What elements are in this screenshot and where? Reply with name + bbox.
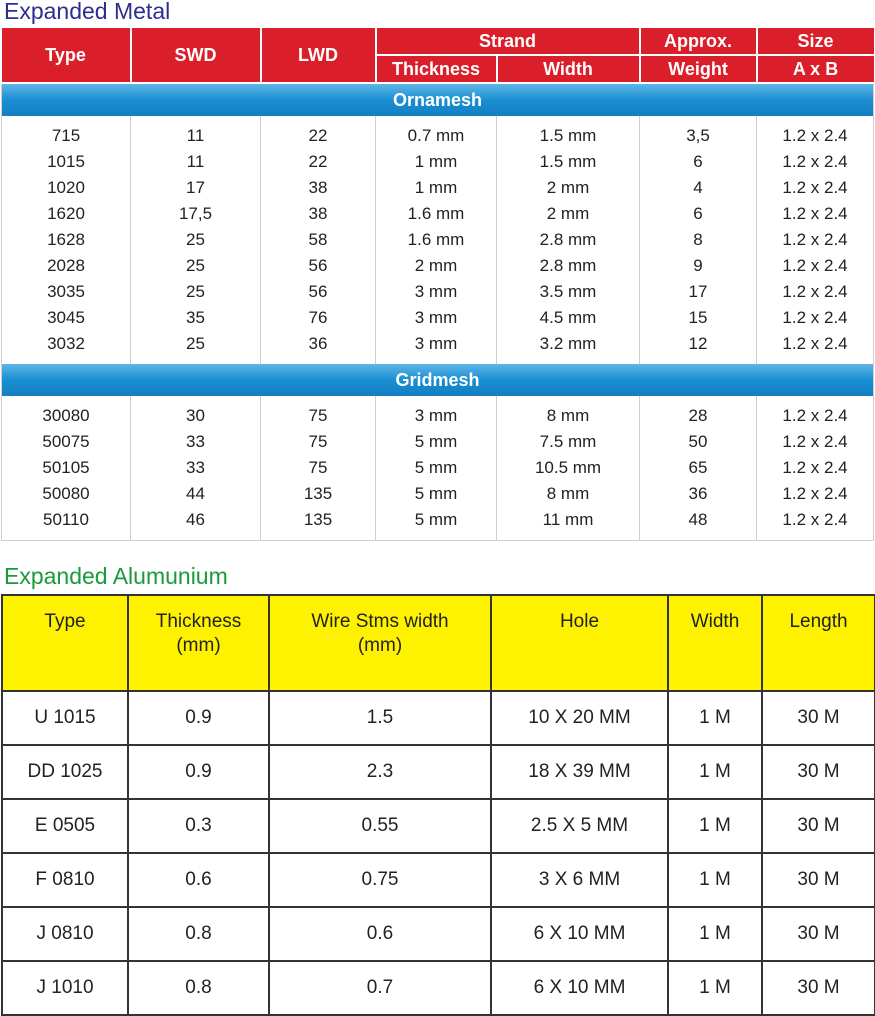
table-cell: 30 M (762, 745, 875, 799)
spacer-row (2, 357, 874, 364)
table-cell: 1.2 x 2.4 (757, 403, 874, 429)
table-cell: 1.2 x 2.4 (757, 279, 874, 305)
table-cell: 38 (261, 175, 376, 201)
spacer-cell (757, 533, 874, 541)
header-thickness: Thickness (376, 55, 497, 83)
table-cell: 1.2 x 2.4 (757, 201, 874, 227)
table-cell: 1 mm (376, 175, 497, 201)
table-cell: 30 M (762, 799, 875, 853)
spacer-row (2, 396, 874, 403)
table-cell: 2.5 X 5 MM (491, 799, 668, 853)
table-cell: 25 (131, 253, 261, 279)
spacer-cell (640, 116, 757, 123)
header-approx: Approx. (640, 28, 757, 55)
table-cell: 58 (261, 227, 376, 253)
table-cell: 0.8 (128, 961, 269, 1015)
table-cell: 18 X 39 MM (491, 745, 668, 799)
table-cell: E 0505 (2, 799, 128, 853)
expanded-metal-body (2, 83, 874, 541)
table-cell: 11 (131, 123, 261, 149)
spacer-cell (131, 533, 261, 541)
table-row (2, 305, 874, 331)
table-cell: 15 (640, 305, 757, 331)
table-cell: 30 M (762, 907, 875, 961)
table-cell: 8 mm (497, 481, 640, 507)
spacer-cell (2, 116, 131, 123)
table-cell: 3045 (2, 305, 131, 331)
table-cell: 56 (261, 253, 376, 279)
spacer-cell (376, 533, 497, 541)
table-cell: 50075 (2, 429, 131, 455)
table-cell: 1015 (2, 149, 131, 175)
aluminium-header-cell (668, 595, 762, 691)
spacer-cell (640, 357, 757, 364)
table-cell: 65 (640, 455, 757, 481)
table-cell: 1.5 mm (497, 123, 640, 149)
table-cell: 1 M (668, 691, 762, 745)
table-cell: 8 mm (497, 403, 640, 429)
table-cell: 10 X 20 MM (491, 691, 668, 745)
spacer-cell (757, 357, 874, 364)
spacer-cell (376, 357, 497, 364)
header-weight: Weight (640, 55, 757, 83)
table-row (2, 799, 875, 853)
table-cell: 1.5 mm (497, 149, 640, 175)
spacer-cell (497, 116, 640, 123)
table-cell: 17 (640, 279, 757, 305)
table-cell: 50080 (2, 481, 131, 507)
spacer-cell (757, 116, 874, 123)
table-cell: 50 (640, 429, 757, 455)
table-cell: 0.9 (128, 691, 269, 745)
aluminium-header-line: Wire Stms width (311, 611, 449, 632)
table-cell: 0.9 (128, 745, 269, 799)
table-cell: 25 (131, 279, 261, 305)
table-cell: 1.6 mm (376, 227, 497, 253)
aluminium-header-line: Length (789, 611, 848, 632)
table-cell: 3.2 mm (497, 331, 640, 357)
table-cell: 1628 (2, 227, 131, 253)
spacer-cell (497, 396, 640, 403)
spacer-row (2, 533, 874, 541)
aluminium-header-line: Type (44, 611, 86, 632)
table-cell: 8 (640, 227, 757, 253)
header-strand: Strand (376, 28, 640, 55)
header-width: Width (497, 55, 640, 83)
table-cell: 2 mm (497, 175, 640, 201)
aluminium-header-line: Width (690, 611, 740, 632)
table-row (2, 201, 874, 227)
table-cell: 1020 (2, 175, 131, 201)
spacer-cell (497, 533, 640, 541)
table-cell: 30 M (762, 853, 875, 907)
table-row (2, 961, 875, 1015)
table-cell: 0.6 (128, 853, 269, 907)
aluminium-header-cell (269, 595, 491, 691)
header-lwd: LWD (261, 28, 376, 83)
table-cell: 44 (131, 481, 261, 507)
table-cell: 75 (261, 455, 376, 481)
table-cell: 33 (131, 429, 261, 455)
expanded-metal-table (1, 28, 874, 541)
section-row (2, 364, 874, 396)
table-cell: 1.2 x 2.4 (757, 305, 874, 331)
table-cell: 12 (640, 331, 757, 357)
table-row (2, 481, 874, 507)
table-cell: 3.5 mm (497, 279, 640, 305)
table-cell: 1.2 x 2.4 (757, 507, 874, 533)
table-cell: 1.6 mm (376, 201, 497, 227)
table-row (2, 331, 874, 357)
aluminium-header-line: Hole (559, 611, 600, 632)
table-cell: 17 (131, 175, 261, 201)
table-row (2, 853, 875, 907)
table-row (2, 123, 874, 149)
spacer-cell (2, 357, 131, 364)
aluminium-header-line: Thickness (155, 611, 242, 632)
table-cell: 1.2 x 2.4 (757, 481, 874, 507)
table-row (2, 455, 874, 481)
table-cell: 1.2 x 2.4 (757, 149, 874, 175)
table-cell: 1 M (668, 853, 762, 907)
table-cell: 1.2 x 2.4 (757, 227, 874, 253)
table-cell: 1.2 x 2.4 (757, 455, 874, 481)
spacer-cell (757, 396, 874, 403)
spacer-cell (131, 357, 261, 364)
table-cell: 25 (131, 227, 261, 253)
table-cell: 30 (131, 403, 261, 429)
table-cell: 35 (131, 305, 261, 331)
table-cell: 50110 (2, 507, 131, 533)
table-cell: 1 M (668, 799, 762, 853)
table-cell: 1.5 (269, 691, 491, 745)
table-row (2, 253, 874, 279)
table-cell: 9 (640, 253, 757, 279)
table-cell: 25 (131, 331, 261, 357)
table-cell: 2.8 mm (497, 253, 640, 279)
table-cell: 2 mm (497, 201, 640, 227)
table-cell: 0.7 mm (376, 123, 497, 149)
table-cell: 1 mm (376, 149, 497, 175)
table-row (2, 507, 874, 533)
table-cell: 2 mm (376, 253, 497, 279)
expanded-aluminium-title: Expanded Alumunium (4, 563, 228, 589)
table-cell: 48 (640, 507, 757, 533)
spacer-cell (376, 396, 497, 403)
table-cell: 56 (261, 279, 376, 305)
spacer-cell (261, 396, 376, 403)
table-cell: 4.5 mm (497, 305, 640, 331)
table-cell: 5 mm (376, 455, 497, 481)
header-size: Size (757, 28, 874, 55)
table-row (2, 149, 874, 175)
table-cell: 5 mm (376, 507, 497, 533)
table-cell: 6 X 10 MM (491, 907, 668, 961)
spacer-cell (2, 396, 131, 403)
table-cell: 2028 (2, 253, 131, 279)
header-swd: SWD (131, 28, 261, 83)
table-cell: 5 mm (376, 429, 497, 455)
table-cell: 1 M (668, 907, 762, 961)
table-cell: 11 mm (497, 507, 640, 533)
table-cell: 1 M (668, 961, 762, 1015)
table-cell: U 1015 (2, 691, 128, 745)
table-cell: 30 M (762, 961, 875, 1015)
table-cell: 2.3 (269, 745, 491, 799)
table-row (2, 907, 875, 961)
aluminium-header-cell (128, 595, 269, 691)
table-cell: 17,5 (131, 201, 261, 227)
table-cell: J 1010 (2, 961, 128, 1015)
spacer-row (2, 116, 874, 123)
table-cell: 0.55 (269, 799, 491, 853)
table-cell: 36 (640, 481, 757, 507)
expanded-aluminium-body (2, 691, 875, 1015)
table-cell: 3 mm (376, 403, 497, 429)
table-cell: 33 (131, 455, 261, 481)
table-row (2, 279, 874, 305)
table-cell: 0.3 (128, 799, 269, 853)
header-axb: A x B (757, 55, 874, 83)
table-cell: 1.2 x 2.4 (757, 123, 874, 149)
spacer-cell (261, 357, 376, 364)
expanded-metal-title: Expanded Metal (4, 0, 171, 24)
table-cell: 3032 (2, 331, 131, 357)
aluminium-header-row (2, 595, 875, 691)
table-cell: 30080 (2, 403, 131, 429)
table-cell: 75 (261, 429, 376, 455)
table-row (2, 745, 875, 799)
table-cell: 3 mm (376, 279, 497, 305)
table-cell: 0.75 (269, 853, 491, 907)
table-row (2, 175, 874, 201)
table-cell: DD 1025 (2, 745, 128, 799)
table-cell: 1.2 x 2.4 (757, 175, 874, 201)
table-cell: 1.2 x 2.4 (757, 429, 874, 455)
section-title: Ornamesh (2, 83, 874, 116)
aluminium-header-cell (762, 595, 875, 691)
spacer-cell (131, 116, 261, 123)
table-cell: 11 (131, 149, 261, 175)
table-cell: 50105 (2, 455, 131, 481)
table-cell: 30 M (762, 691, 875, 745)
table-cell: 1620 (2, 201, 131, 227)
table-cell: 1.2 x 2.4 (757, 331, 874, 357)
table-cell: 75 (261, 403, 376, 429)
table-cell: 22 (261, 123, 376, 149)
table-cell: 135 (261, 481, 376, 507)
spacer-cell (497, 357, 640, 364)
table-cell: 46 (131, 507, 261, 533)
spacer-cell (376, 116, 497, 123)
table-cell: 10.5 mm (497, 455, 640, 481)
aluminium-header-line: (mm) (357, 635, 403, 656)
table-cell: 3 mm (376, 331, 497, 357)
table-cell: J 0810 (2, 907, 128, 961)
table-cell: 0.6 (269, 907, 491, 961)
spacer-cell (261, 533, 376, 541)
table-cell: F 0810 (2, 853, 128, 907)
table-cell: 0.7 (269, 961, 491, 1015)
aluminium-header-cell (2, 595, 128, 691)
section-title: Gridmesh (2, 364, 874, 396)
table-cell: 36 (261, 331, 376, 357)
table-cell: 38 (261, 201, 376, 227)
table-cell: 1.2 x 2.4 (757, 253, 874, 279)
table-cell: 3 mm (376, 305, 497, 331)
table-row (2, 691, 875, 745)
table-cell: 28 (640, 403, 757, 429)
table-cell: 6 (640, 149, 757, 175)
table-cell: 715 (2, 123, 131, 149)
table-cell: 3,5 (640, 123, 757, 149)
table-cell: 1 M (668, 745, 762, 799)
table-cell: 2.8 mm (497, 227, 640, 253)
table-cell: 135 (261, 507, 376, 533)
section-row (2, 83, 874, 116)
table-cell: 76 (261, 305, 376, 331)
table-cell: 3035 (2, 279, 131, 305)
table-cell: 3 X 6 MM (491, 853, 668, 907)
spacer-cell (2, 533, 131, 541)
aluminium-header-line: (mm) (176, 635, 221, 656)
table-cell: 7.5 mm (497, 429, 640, 455)
table-cell: 5 mm (376, 481, 497, 507)
aluminium-header-cell (491, 595, 668, 691)
table-row (2, 403, 874, 429)
table-cell: 0.8 (128, 907, 269, 961)
table-row (2, 429, 874, 455)
spacer-cell (131, 396, 261, 403)
table-cell: 6 (640, 201, 757, 227)
spacer-cell (640, 396, 757, 403)
table-cell: 6 X 10 MM (491, 961, 668, 1015)
table-cell: 4 (640, 175, 757, 201)
expanded-aluminium-table (1, 594, 875, 1016)
header-type: Type (2, 28, 131, 83)
spacer-cell (640, 533, 757, 541)
table-row (2, 227, 874, 253)
spacer-cell (261, 116, 376, 123)
table-cell: 22 (261, 149, 376, 175)
